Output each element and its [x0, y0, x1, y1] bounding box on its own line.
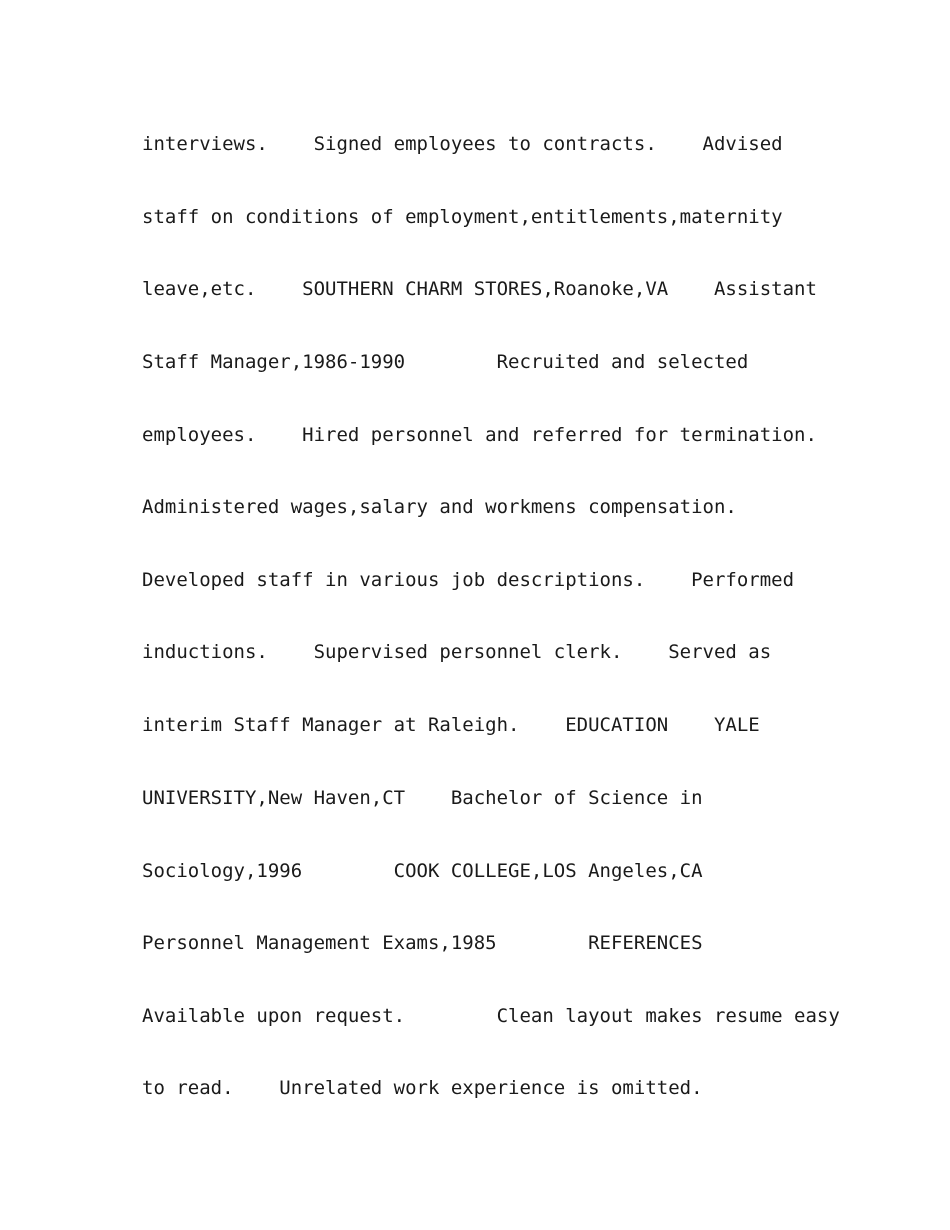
text-line: Available upon request. Clean layout makes resume easy [142, 1005, 840, 1027]
text-line: interviews. Signed employees to contracts. Advised [142, 133, 783, 155]
text-line: Staff Manager,1986-1990 Recruited and selected [142, 351, 749, 373]
text-line: Personnel Management Exams,1985 REFERENCES [142, 932, 703, 954]
text-line: inductions. Supervised personnel clerk. Served as [142, 641, 772, 663]
text-line: UNIVERSITY,New Haven,CT Bachelor of Science in [142, 787, 703, 809]
text-line: leave,etc. SOUTHERN CHARM STORES,Roanoke,VA Assistant [142, 278, 817, 300]
text-line: Developed staff in various job descriptions. Performed [142, 569, 795, 591]
text-line: Administered wages,salary and workmens compensation. [142, 496, 737, 518]
text-line: interim Staff Manager at Raleigh. EDUCATION YALE [142, 714, 760, 736]
text-line: employees. Hired personnel and referred for termination. [142, 424, 817, 446]
text-line: staff on conditions of employment,entitlements,maternity [142, 206, 783, 228]
text-line: Sociology,1996 COOK COLLEGE,LOS Angeles,CA [142, 860, 703, 882]
text-line: to read. Unrelated work experience is omitted. [142, 1077, 703, 1099]
